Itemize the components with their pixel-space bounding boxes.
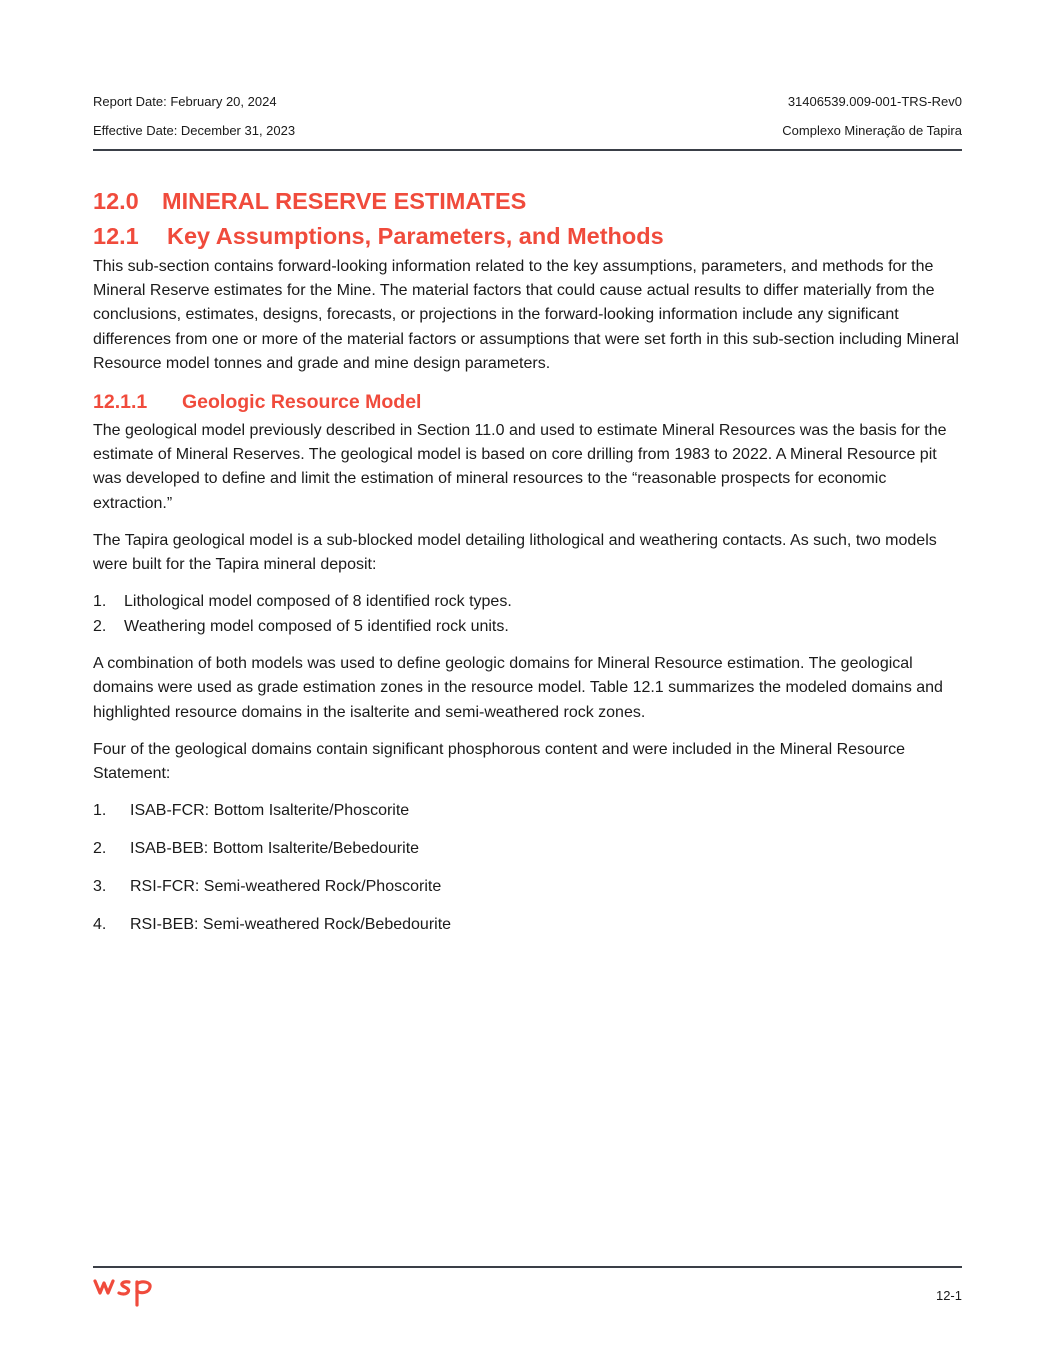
subsection-title: Key Assumptions, Parameters, and Methods [167,223,664,249]
list-item [93,799,962,823]
intro-paragraph: This sub-section contains forward-looking information related to the key assumptions, parameters, and methods for the Mineral Reserve estimates for the Mine. The material factors that could cause actual results to differ materially from the conclusions, estimates, designs, forecasts, or projections in the forward-looking information include any significant differences from one or more of the material factors or assumptions that were set forth in this sub-section including Mineral Resource model tonnes and grade and mine design parameters. [93,258,959,372]
subsubsection-title: Geologic Resource Model [182,391,422,414]
section-number: 12.0 [93,188,139,214]
paragraph-four-domains: Four of the geological domains contain significant phosphorous content and were included in the Mineral Resource Statement: [93,740,906,783]
page-content [93,186,962,951]
section-title: MINERAL RESERVE ESTIMATES [162,188,527,214]
list-item-number: 3. [93,878,107,896]
paragraph-combination: A combination of both models was used to define geologic domains for Mineral Resource estimation. The geological domains were used as grade estimation zones in the resource model. Table 12.1 summarizes the modeled domains and highlighted resource domains in the isalterite and semi-weathered rock zones. [93,655,943,721]
project-name: Complexo Mineração de Tapira [782,123,962,138]
subsection-heading [93,221,962,251]
list-item [93,875,962,899]
models-list [93,590,962,639]
list-item [93,913,962,937]
section-heading [93,186,962,216]
list-item-number: 2. [93,617,107,635]
page-number: 12-1 [935,1288,962,1303]
list-item-text: RSI-FCR: Semi-weathered Rock/Phoscorite [130,878,442,896]
page-header [93,92,962,151]
effective-date: Effective Date: December 31, 2023 [93,123,296,138]
page-footer [93,1266,962,1318]
list-item-text: Weathering model composed of 5 identified rock units. [124,617,509,635]
list-item-number: 2. [93,840,107,858]
paragraph-tapira-model: The Tapira geological model is a sub-blocked model detailing lithological and weathering contacts. As such, two models were built for the Tapira mineral deposit: [93,531,937,574]
subsubsection-number: 12.1.1 [93,391,148,414]
list-item-number: 1. [93,593,107,611]
list-item-number: 1. [93,802,107,820]
list-item-text: ISAB-BEB: Bottom Isalterite/Bebedourite [130,840,420,858]
list-item [93,837,962,861]
wsp-logo [93,1275,157,1309]
list-item-text: Lithological model composed of 8 identified rock types. [124,593,512,611]
list-item [93,590,962,615]
list-item [93,615,962,640]
list-item-number: 4. [93,916,107,934]
subsection-number: 12.1 [93,223,139,249]
list-item-text: ISAB-FCR: Bottom Isalterite/Phoscorite [130,802,410,820]
report-date: Report Date: February 20, 2024 [93,94,277,109]
domains-list [93,799,962,937]
subsubsection-heading [93,389,962,415]
report-id: 31406539.009-001-TRS-Rev0 [787,94,962,109]
list-item-text: RSI-BEB: Semi-weathered Rock/Bebedourite [130,916,452,934]
paragraph-geological-model: The geological model previously described in Section 11.0 and used to estimate Mineral Resources was the basis for the estimate of Mineral Reserves. The geological model is based on core drilling from 1983 to 2022. A Mineral Resource pit was developed to define and limit the estimation of mineral resources to the “reasonable prospects for economic extraction.” [93,422,947,512]
